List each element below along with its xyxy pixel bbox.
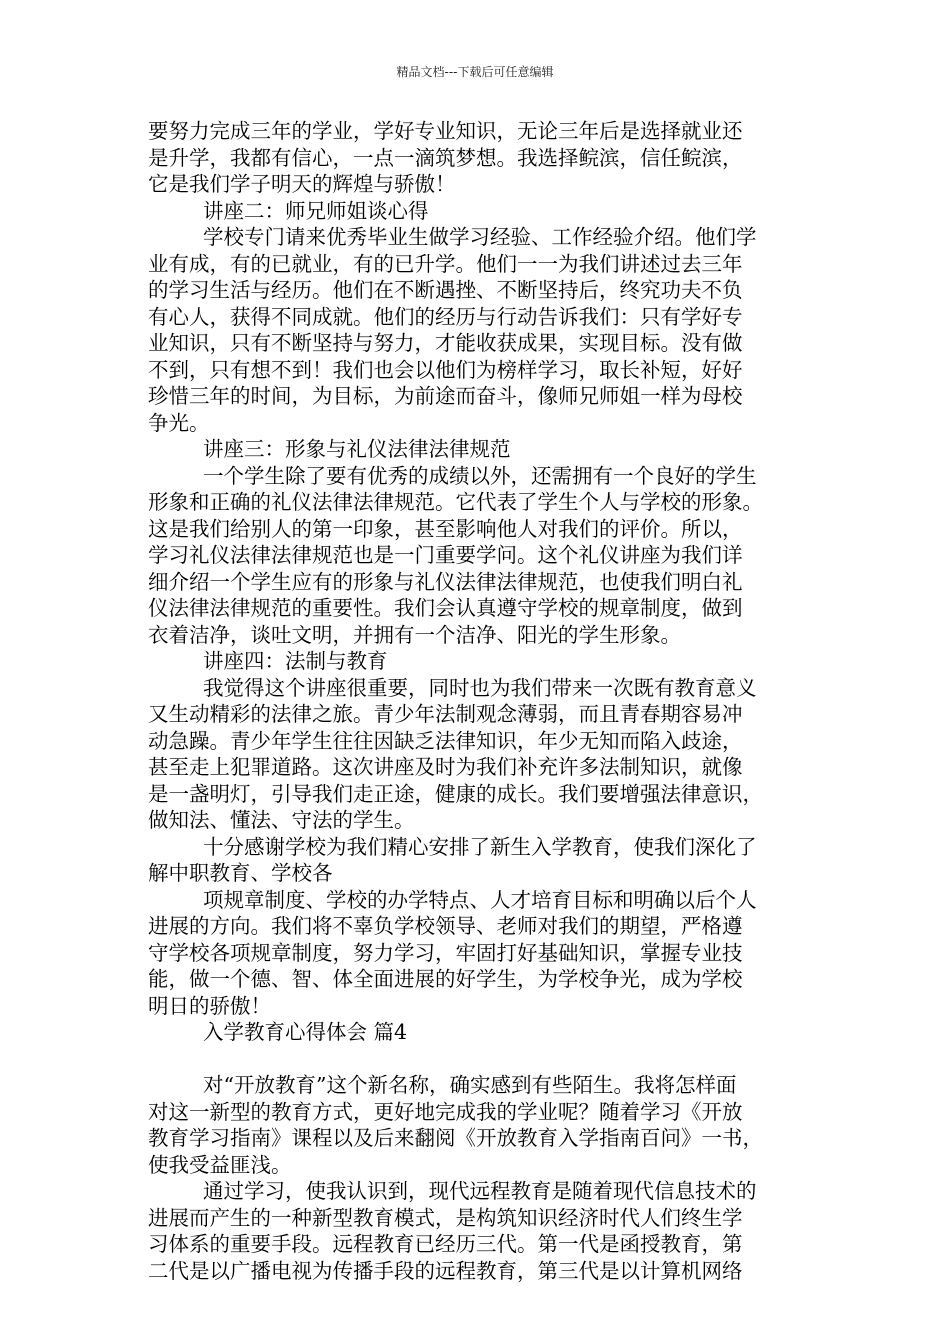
text-line: 珍惜三年的时间，为目标，为前途而奋斗，像师兄师姐一样为母校 <box>148 384 743 408</box>
text-line: 通过学习，使我认识到，现代远程教育是随着现代信息技术的 <box>203 1179 757 1203</box>
text-line: 是一盏明灯，引导我们走正途，健康的成长。我们要增强法律意识， <box>148 781 763 806</box>
text-line: 对这一新型的教育方式，更好地完成我的学业呢？随着学习《开放 <box>148 1099 743 1124</box>
text-line: 动急躁。青少年学生往往因缺乏法律知识，年少无知而陷入歧途， <box>148 728 743 753</box>
section-heading: 讲座二：师兄师姐谈心得 <box>203 198 429 223</box>
text-line: 学习礼仪法律法律规范也是一门重要学问。这个礼仪讲座为我们详 <box>148 543 743 567</box>
text-line: 细介绍一个学生应有的形象与礼仪法律法律规范，也使我们明白礼 <box>148 569 743 594</box>
text-line: 二代是以广播电视为传播手段的远程教育，第三代是以计算机网络 <box>148 1258 743 1283</box>
text-line: 这是我们给别人的第一印象，甚至影响他人对我们的评价。所以， <box>148 516 743 541</box>
article-title: 入学教育心得体会 篇4 <box>203 1020 408 1044</box>
text-line: 项规章制度、学校的办学特点、人才培育目标和明确以后个人 <box>203 887 757 912</box>
text-line: 衣着洁净，谈吐文明，并拥有一个洁净、阳光的学生形象。 <box>148 622 681 647</box>
text-line: 做知法、懂法、守法的学生。 <box>148 808 415 832</box>
page-header: 精品文档---下载后可任意编辑 <box>396 65 554 79</box>
text-line: 业知识，只有不断坚持与努力，才能收获成果，实现目标。没有做 <box>148 331 743 355</box>
text-line: 解中职教育、学校各 <box>148 861 333 885</box>
text-line: 明日的骄傲！ <box>148 993 271 1018</box>
document-body <box>148 118 820 1284</box>
text-line: 十分感谢学校为我们精心安排了新生入学教育，使我们深化了 <box>203 834 757 859</box>
section-heading: 讲座四：法制与教育 <box>203 649 388 673</box>
section-heading: 讲座三：形象与礼仪法律法律规范 <box>203 437 511 461</box>
text-line: 我觉得这个讲座很重要，同时也为我们带来一次既有教育意义 <box>203 675 757 700</box>
text-line: 一个学生除了要有优秀的成绩以外，还需拥有一个良好的学生 <box>203 463 757 488</box>
text-line: 不到，只有想不到！我们也会以他们为榜样学习，取长补短，好好 <box>148 357 743 382</box>
text-line: 要努力完成三年的学业，学好专业知识，无论三年后是选择就业还 <box>148 119 743 143</box>
text-line: 有心人，获得不同成就。他们的经历与行动告诉我们：只有学好专 <box>148 304 743 329</box>
text-line: 教育学习指南》课程以及后来翻阅《开放教育入学指南百问》一书， <box>148 1126 763 1150</box>
text-line: 进展而产生的一种新型教育模式，是构筑知识经济时代人们终生学 <box>148 1205 743 1230</box>
text-line: 业有成，有的已就业，有的已升学。他们一一为我们讲述过去三年 <box>148 251 743 276</box>
text-line: 仪法律法律规范的重要性。我们会认真遵守学校的规章制度，做到 <box>148 596 743 620</box>
text-line: 守学校各项规章制度，努力学习，牢固打好基础知识，掌握专业技 <box>148 940 743 965</box>
text-line: 的学习生活与经历。他们在不断遇挫、不断坚持后，终究功夫不负 <box>148 278 743 302</box>
text-line: 使我受益匪浅。 <box>148 1152 292 1177</box>
text-line: 进展的方向。我们将不辜负学校领导、老师对我们的期望，严格遵 <box>148 914 743 938</box>
blank-line <box>148 1046 820 1073</box>
text-line: 形象和正确的礼仪法律法律规范。它代表了学生个人与学校的形象。 <box>148 490 763 514</box>
text-line: 是升学，我都有信心，一点一滴筑梦想。我选择鲩滨，信任鲩滨， <box>148 145 743 170</box>
text-line: 它是我们学子明天的辉煌与骄傲！ <box>148 172 456 196</box>
text-line: 学校专门请来优秀毕业生做学习经验、工作经验介绍。他们学 <box>203 225 757 249</box>
text-line: 对“开放教育”这个新名称，确实感到有些陌生。我将怎样面 <box>203 1073 737 1097</box>
text-line: 习体系的重要手段。远程教育已经历三代。第一代是函授教育，第 <box>148 1232 743 1256</box>
text-line: 能，做一个德、智、体全面进展的好学生，为学校争光，成为学校 <box>148 967 743 991</box>
text-line: 甚至走上犯罪道路。这次讲座及时为我们补充许多法制知识，就像 <box>148 755 743 779</box>
text-line: 又生动精彩的法律之旅。青少年法制观念薄弱，而且青春期容易冲 <box>148 702 743 726</box>
text-line: 争光。 <box>148 410 210 435</box>
